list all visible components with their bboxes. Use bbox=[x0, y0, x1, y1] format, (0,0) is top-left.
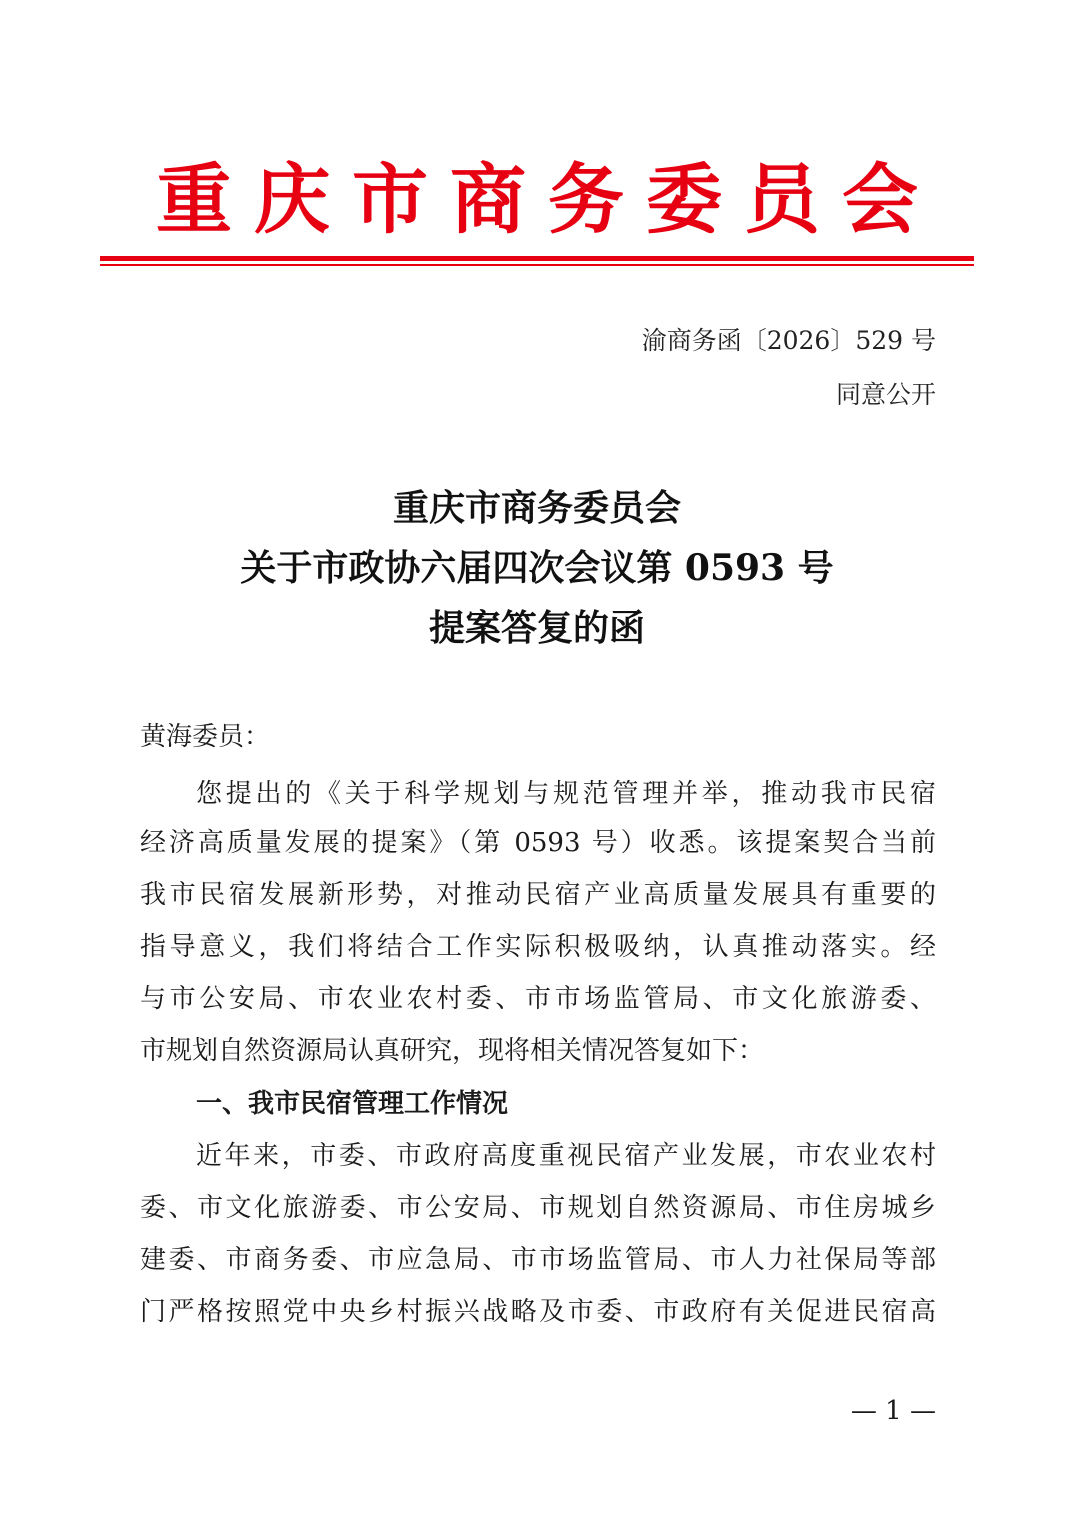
letterhead-rule-thin bbox=[100, 264, 974, 266]
paragraph-line: 与市公安局、市农业农村委、市市场监管局、市文化旅游委、 bbox=[140, 984, 936, 1014]
page-number: — 1 — bbox=[850, 1396, 936, 1426]
paragraph-line: 委、市文化旅游委、市公安局、市规划自然资源局、市住房城乡 bbox=[140, 1193, 936, 1223]
paragraph-line: 门严格按照党中央乡村振兴战略及市委、市政府有关促进民宿高 bbox=[140, 1297, 936, 1327]
document-title-line-1: 重庆市商务委员会 bbox=[392, 487, 681, 529]
paragraph-line: 指导意义，我们将结合工作实际积极吸纳，认真推动落实。经 bbox=[140, 932, 936, 962]
paragraph-line: 市规划自然资源局认真研究，现将相关情况答复如下： bbox=[140, 1036, 765, 1066]
letterhead-rule-thick bbox=[100, 256, 974, 261]
letterhead-title: 重庆市商务委员会 bbox=[156, 155, 940, 244]
document-title-line-3: 提案答复的函 bbox=[428, 607, 645, 649]
paragraph-line: 我市民宿发展新形势，对推动民宿产业高质量发展具有重要的 bbox=[140, 880, 936, 910]
paragraph-line: 经济高质量发展的提案》（第 0593 号）收悉。该提案契合当前 bbox=[140, 828, 936, 858]
paragraph-line: 您提出的《关于科学规划与规范管理并举，推动我市民宿 bbox=[196, 779, 936, 809]
disclosure-status: 同意公开 bbox=[835, 380, 936, 409]
section-heading: 一、我市民宿管理工作情况 bbox=[196, 1089, 509, 1119]
document-title-line-2: 关于市政协六届四次会议第 0593 号 bbox=[240, 547, 834, 589]
paragraph-line: 建委、市商务委、市应急局、市市场监管局、市人力社保局等部 bbox=[140, 1245, 936, 1275]
salutation: 黄海委员： bbox=[140, 722, 271, 752]
paragraph-line: 近年来，市委、市政府高度重视民宿产业发展，市农业农村 bbox=[196, 1141, 936, 1171]
document-number: 渝商务函〔2026〕529 号 bbox=[641, 326, 936, 355]
